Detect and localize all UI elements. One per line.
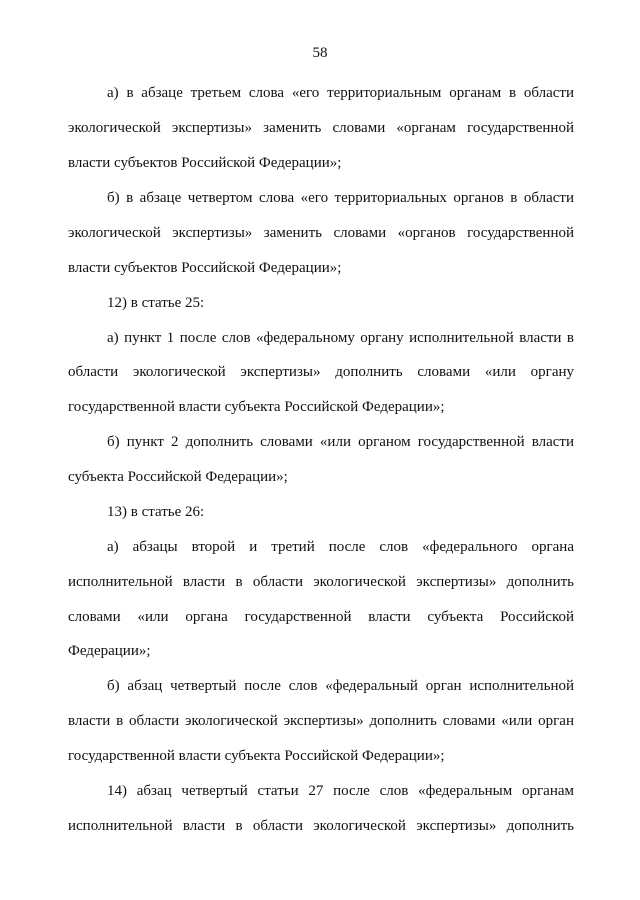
text-line: области экологической экспертизы» дополнить словами «или органу [68,364,574,380]
text-line: 13) в статье 26: [107,504,205,520]
text-line: 14) абзац четвертый статьи 27 после слов «федеральным органам [107,783,574,799]
text-line: исполнительной власти в области экологической экспертизы» дополнить [68,818,574,834]
text-line: б) в абзаце четвертом слова «его территориальных органов в области [107,190,574,206]
text-line: исполнительной власти в области экологической экспертизы» дополнить [68,574,574,590]
text-line: а) абзацы второй и третий после слов «федерального органа [107,539,574,555]
text-line: б) пункт 2 дополнить словами «или органом государственной власти [107,434,574,450]
text-line: 12) в статье 25: [107,295,205,311]
text-line: субъекта Российской Федерации»; [68,469,288,485]
text-line: власти в области экологической экспертизы» дополнить словами «или орган [68,713,574,729]
text-line: государственной власти субъекта Российской Федерации»; [68,748,445,764]
text-line: а) в абзаце третьем слова «его территориальным органам в области [107,85,574,101]
text-line: а) пункт 1 после слов «федеральному органу исполнительной власти в [107,330,574,346]
text-line: экологической экспертизы» заменить словами «органов государственной [68,225,574,241]
text-line: б) абзац четвертый после слов «федеральный орган исполнительной [107,678,574,694]
text-line: экологической экспертизы» заменить словами «органам государственной [68,120,574,136]
text-line: власти субъектов Российской Федерации»; [68,155,342,171]
text-line: Федерации»; [68,643,151,659]
page-number: 58 [312,45,328,61]
text-line: государственной власти субъекта Российской Федерации»; [68,399,445,415]
text-line: словами «или органа государственной власти субъекта Российской [68,609,574,625]
text-line: власти субъектов Российской Федерации»; [68,260,342,276]
